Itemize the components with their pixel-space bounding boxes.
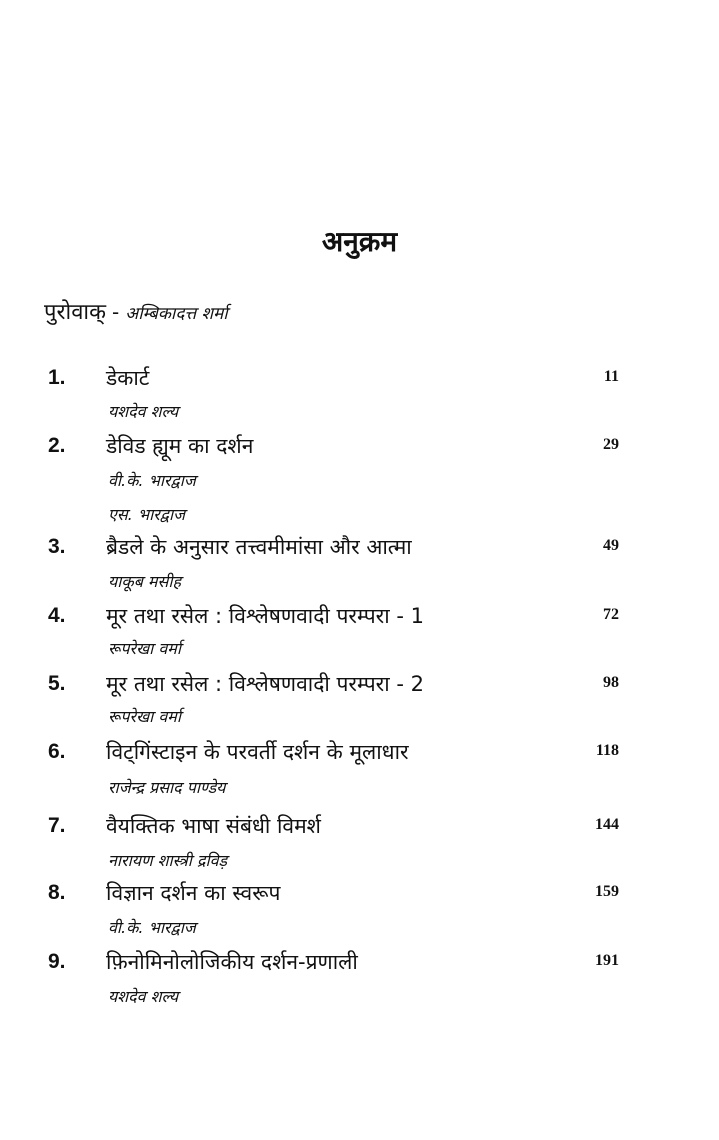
chapter-number: 4.	[48, 604, 66, 627]
chapter-number: 3.	[48, 535, 66, 558]
preface-entry	[44, 296, 228, 326]
page-title: अनुक्रम	[321, 225, 398, 258]
page-number: 72	[603, 606, 619, 623]
chapter-author: रूपरेखा वर्मा	[108, 639, 181, 658]
chapter-number: 7.	[48, 814, 66, 837]
chapter-author: रूपरेखा वर्मा	[108, 707, 181, 726]
chapter-title: मूर तथा रसेल : विश्लेषणवादी परम्परा - 2	[106, 672, 424, 696]
chapter-author: एस. भारद्वाज	[108, 505, 185, 524]
page-number: 11	[603, 368, 619, 385]
page-number: 159	[595, 883, 619, 900]
chapter-title: डेविड ह्यूम का दर्शन	[106, 434, 254, 458]
chapter-number: 6.	[48, 740, 66, 763]
chapter-author: वी.के. भारद्वाज	[108, 471, 196, 490]
chapter-author: यशदेव शल्य	[108, 987, 179, 1006]
chapter-title: ब्रैडले के अनुसार तत्त्वमीमांसा और आत्मा	[106, 535, 412, 559]
page-number: 144	[595, 816, 619, 833]
chapter-author: याकूब मसीह	[108, 572, 181, 591]
page-number: 98	[603, 674, 619, 691]
preface-separator: -	[112, 300, 120, 324]
chapter-number: 8.	[48, 881, 66, 904]
chapter-number: 1.	[48, 366, 66, 389]
page-number: 29	[603, 436, 619, 453]
page-number: 118	[595, 742, 619, 759]
preface-title: पुरोवाक्	[44, 300, 107, 325]
chapter-author: यशदेव शल्य	[108, 402, 179, 421]
chapter-title: मूर तथा रसेल : विश्लेषणवादी परम्परा - 1	[106, 604, 424, 628]
chapter-title: फ़िनोमिनोलोजिकीय दर्शन-प्रणाली	[106, 950, 358, 974]
page-number: 191	[595, 952, 619, 969]
chapter-title: डेकार्ट	[106, 366, 150, 390]
chapter-number: 9.	[48, 950, 66, 973]
chapter-author: वी.के. भारद्वाज	[108, 918, 196, 937]
chapter-author: नारायण शास्त्री द्रविड़	[108, 851, 228, 870]
chapter-title: वैयक्तिक भाषा संबंधी विमर्श	[106, 814, 321, 838]
chapter-number: 5.	[48, 672, 66, 695]
page-number: 49	[603, 537, 619, 554]
chapter-title: विज्ञान दर्शन का स्वरूप	[106, 881, 281, 905]
chapter-number: 2.	[48, 434, 66, 457]
preface-author: अम्बिकादत्त शर्मा	[125, 304, 228, 324]
chapter-title: विट्गिंस्टाइन के परवर्ती दर्शन के मूलाधार	[106, 740, 409, 764]
chapter-author: राजेन्द्र प्रसाद पाण्डेय	[108, 778, 226, 797]
